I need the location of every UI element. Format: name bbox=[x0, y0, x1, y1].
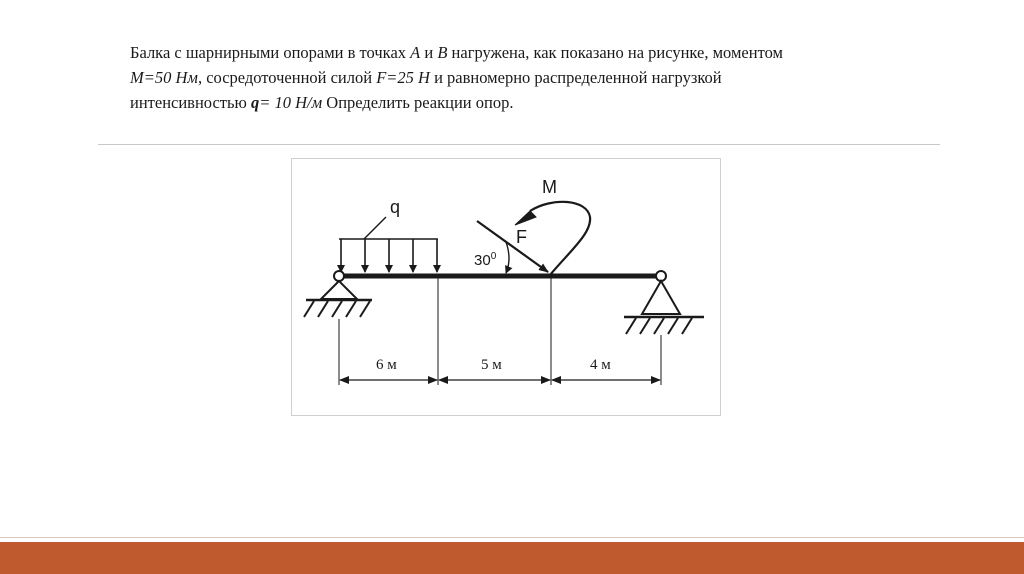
moment-label: M bbox=[542, 177, 557, 197]
angle-arc bbox=[506, 242, 509, 273]
footer-accent-bar bbox=[0, 542, 1024, 574]
dimension-label-2: 5 м bbox=[481, 357, 502, 373]
footer-divider bbox=[0, 537, 1024, 538]
q-symbol: q bbox=[250, 93, 260, 112]
q-label: q bbox=[390, 197, 401, 217]
angle-label: $30^0$ bbox=[474, 251, 497, 269]
distributed-load bbox=[339, 217, 438, 272]
beam-figure-frame bbox=[291, 158, 721, 416]
point-a-label: A bbox=[410, 43, 421, 62]
moment-arrowhead bbox=[515, 211, 536, 225]
dimension-label-1: 6 м bbox=[376, 357, 397, 373]
dimension-label-3: 4 м bbox=[590, 357, 611, 373]
problem-statement bbox=[130, 40, 910, 115]
beam-diagram bbox=[292, 159, 720, 415]
force-label: F bbox=[516, 227, 527, 247]
problem-text-part: интенсивностью bbox=[130, 93, 251, 112]
moment-arc bbox=[530, 202, 590, 275]
problem-text-part: Балка с шарнирными опорами в точках bbox=[130, 43, 411, 62]
q-value: = 10 Н/м bbox=[259, 93, 323, 112]
problem-text-part: и равномерно распределенной нагрузкой bbox=[429, 68, 722, 87]
force-value: F=25 Н bbox=[376, 68, 430, 87]
problem-text-part: и bbox=[420, 43, 438, 62]
moment-value: M=50 Нм bbox=[130, 68, 198, 87]
problem-text-part: , сосредоточенной силой bbox=[197, 68, 377, 87]
point-b-label: B bbox=[437, 43, 448, 62]
problem-text-part: Определить реакции опор. bbox=[322, 93, 514, 112]
separator-line bbox=[98, 144, 940, 145]
problem-text-part: нагружена, как показано на рисунке, моментом bbox=[447, 43, 783, 62]
pin-support-b bbox=[624, 271, 704, 334]
